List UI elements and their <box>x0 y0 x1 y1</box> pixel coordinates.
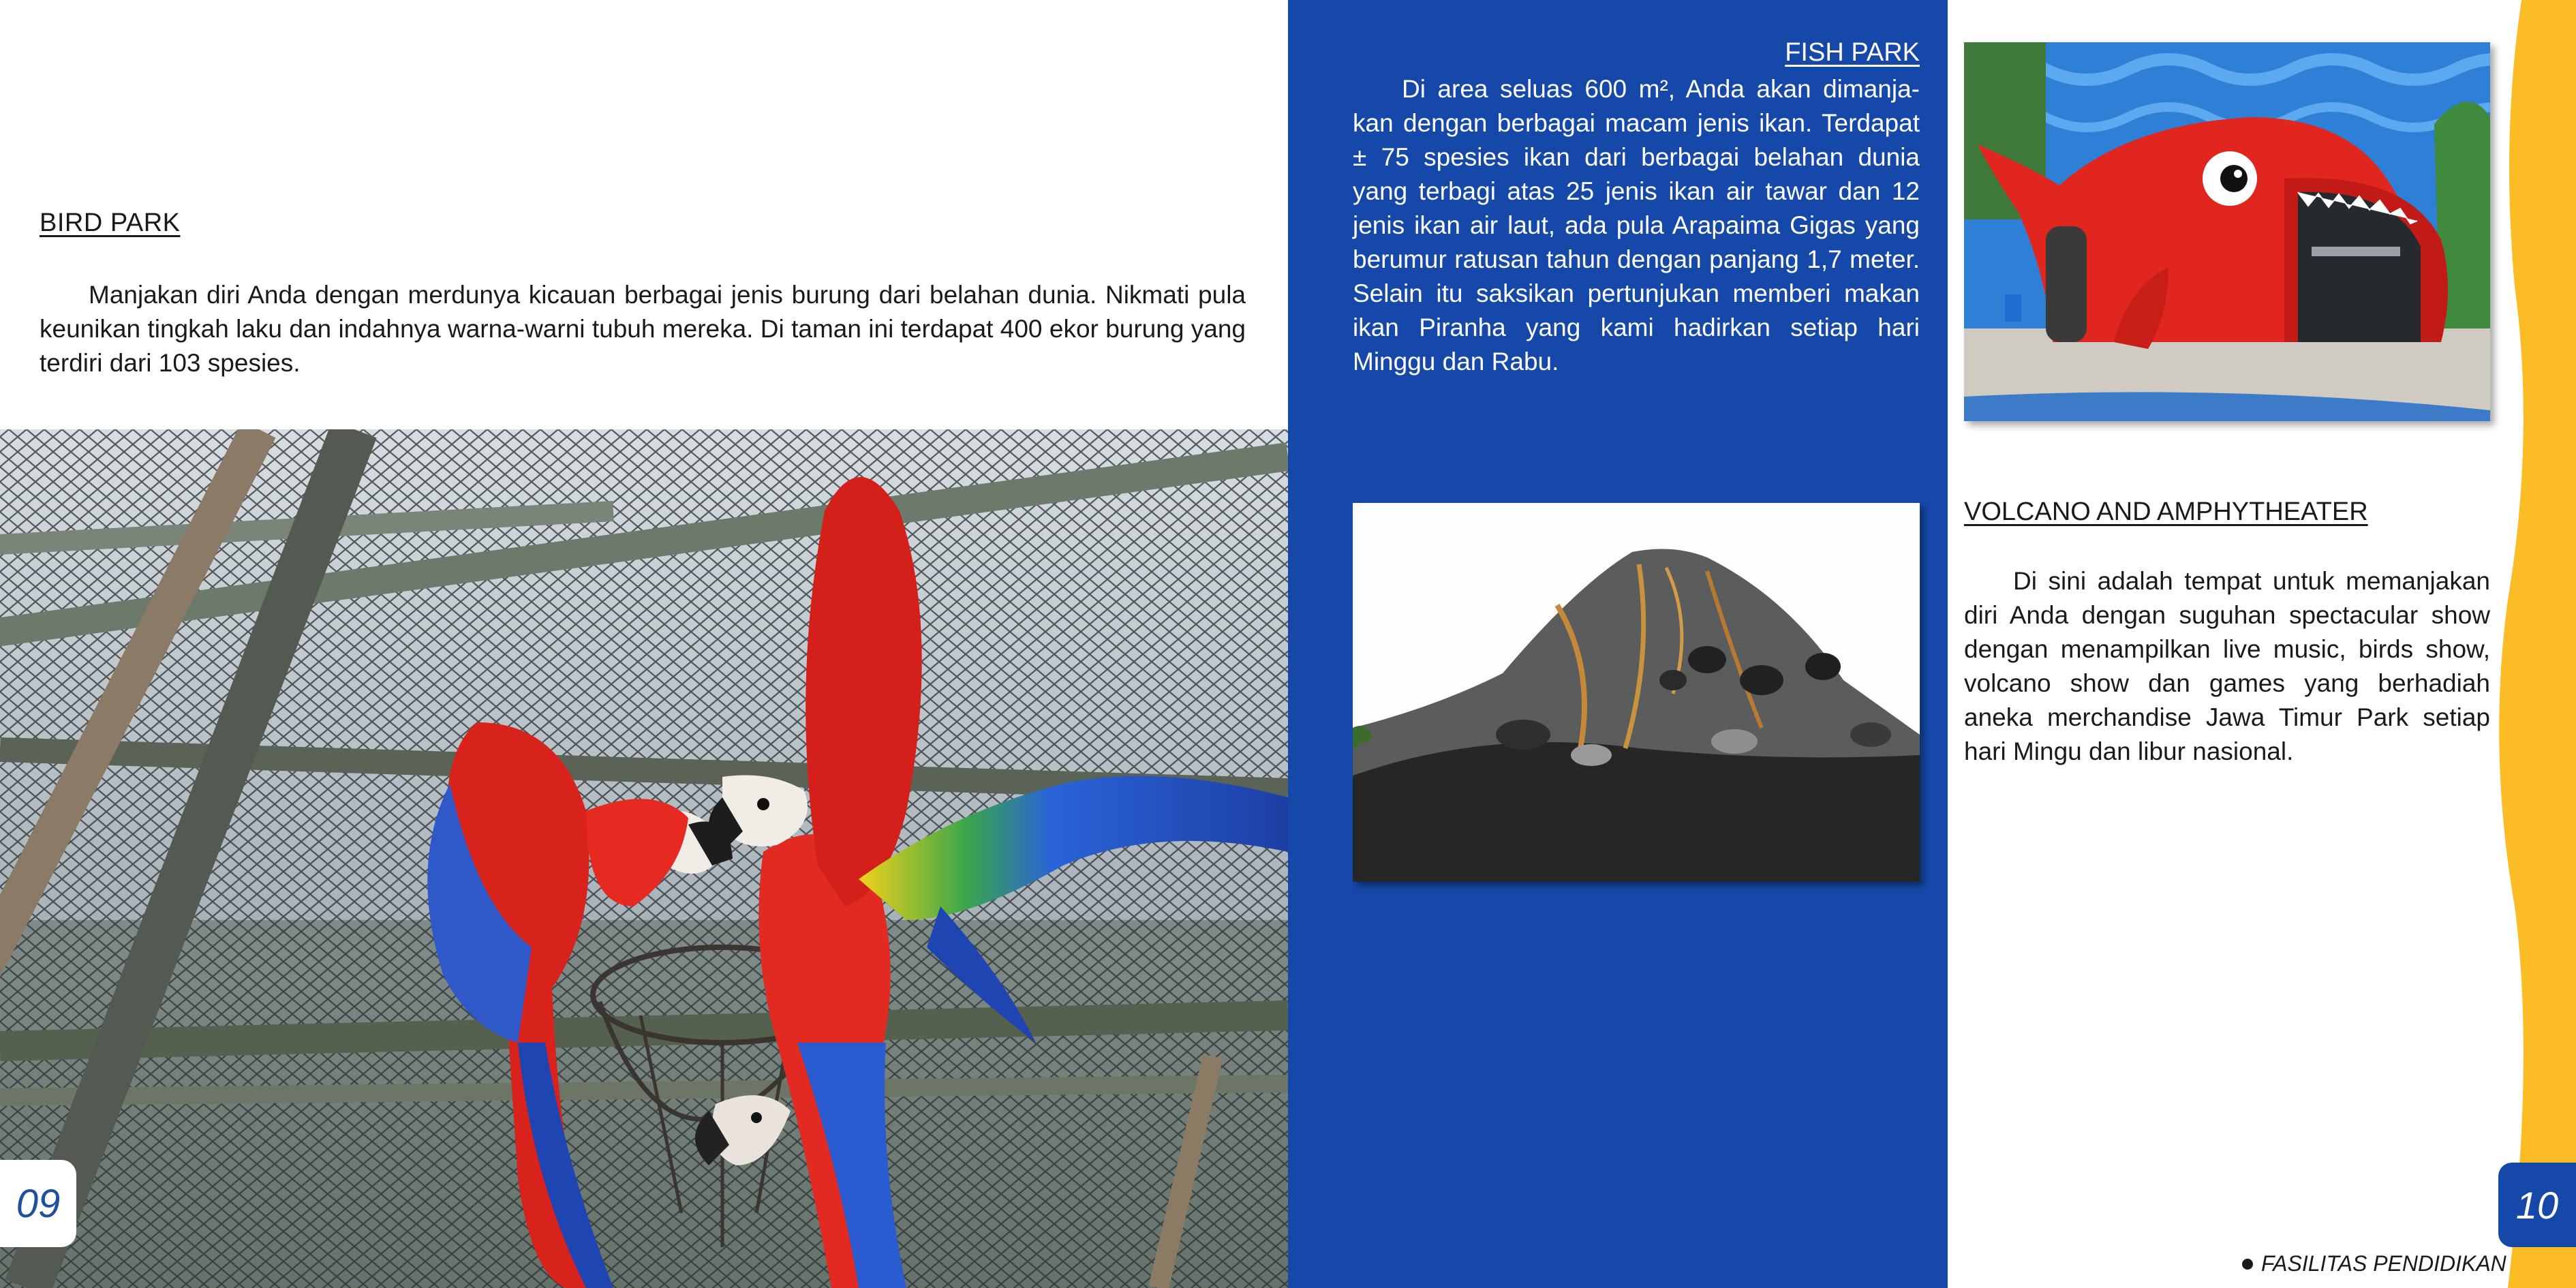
volcano-description: Di sini adalah tempat untuk memanjakan diri Anda dengan suguhan spectacular show dengan menampilkan live music, birds show, volcano show dan games yang berhadiah aneka merchandise Jawa Timur Park setiap hari Mingu dan libur nasional. <box>1964 567 2490 765</box>
bullet-icon <box>2242 1259 2253 1270</box>
parrots-photo <box>0 429 1288 1288</box>
page-number-right: 10 <box>2498 1163 2576 1247</box>
bird-park-title: BIRD PARK <box>40 209 181 237</box>
fish-park-description: Di area seluas 600 m², Anda akan dimanja-kan dengan berbagai macam jenis ikan. Terdapat ± 75 spesies ikan dari berbagai belahan dunia yang terbagi atas 25 jenis ikan air tawar dan 12 jenis ikan air laut, ada pula Arapaima Gigas yang berumur ratusan tahun dengan panjang 1,7 meter. Selain itu saksikan pertunjukan memberi makan ikan Piranha yang kami hadirkan setiap hari Minggu dan Rabu. <box>1353 75 1920 375</box>
yellow-wave-decoration <box>2494 0 2576 1288</box>
bird-park-description: Manjakan diri Anda dengan merdunya kicauan berbagai jenis burung dari belahan dunia. Nikmati pula keunikan tingkah laku dan indahnya warna-warni tubuh mereka. Di taman ini terdapat 400 ekor burung yang terdiri dari 103 spesies. <box>40 281 1246 377</box>
fish-park-photo <box>1964 42 2490 421</box>
volcano-photo <box>1353 503 1920 882</box>
volcano-title: VOLCANO AND AMPHYTHEATER <box>1964 497 2368 526</box>
page-number-left: 09 <box>0 1160 76 1247</box>
footer-text: FASILITAS PENDIDIKAN <box>2261 1251 2506 1276</box>
footer-section-label <box>2242 1251 2506 1276</box>
fish-park-title: FISH PARK <box>1785 38 1920 67</box>
